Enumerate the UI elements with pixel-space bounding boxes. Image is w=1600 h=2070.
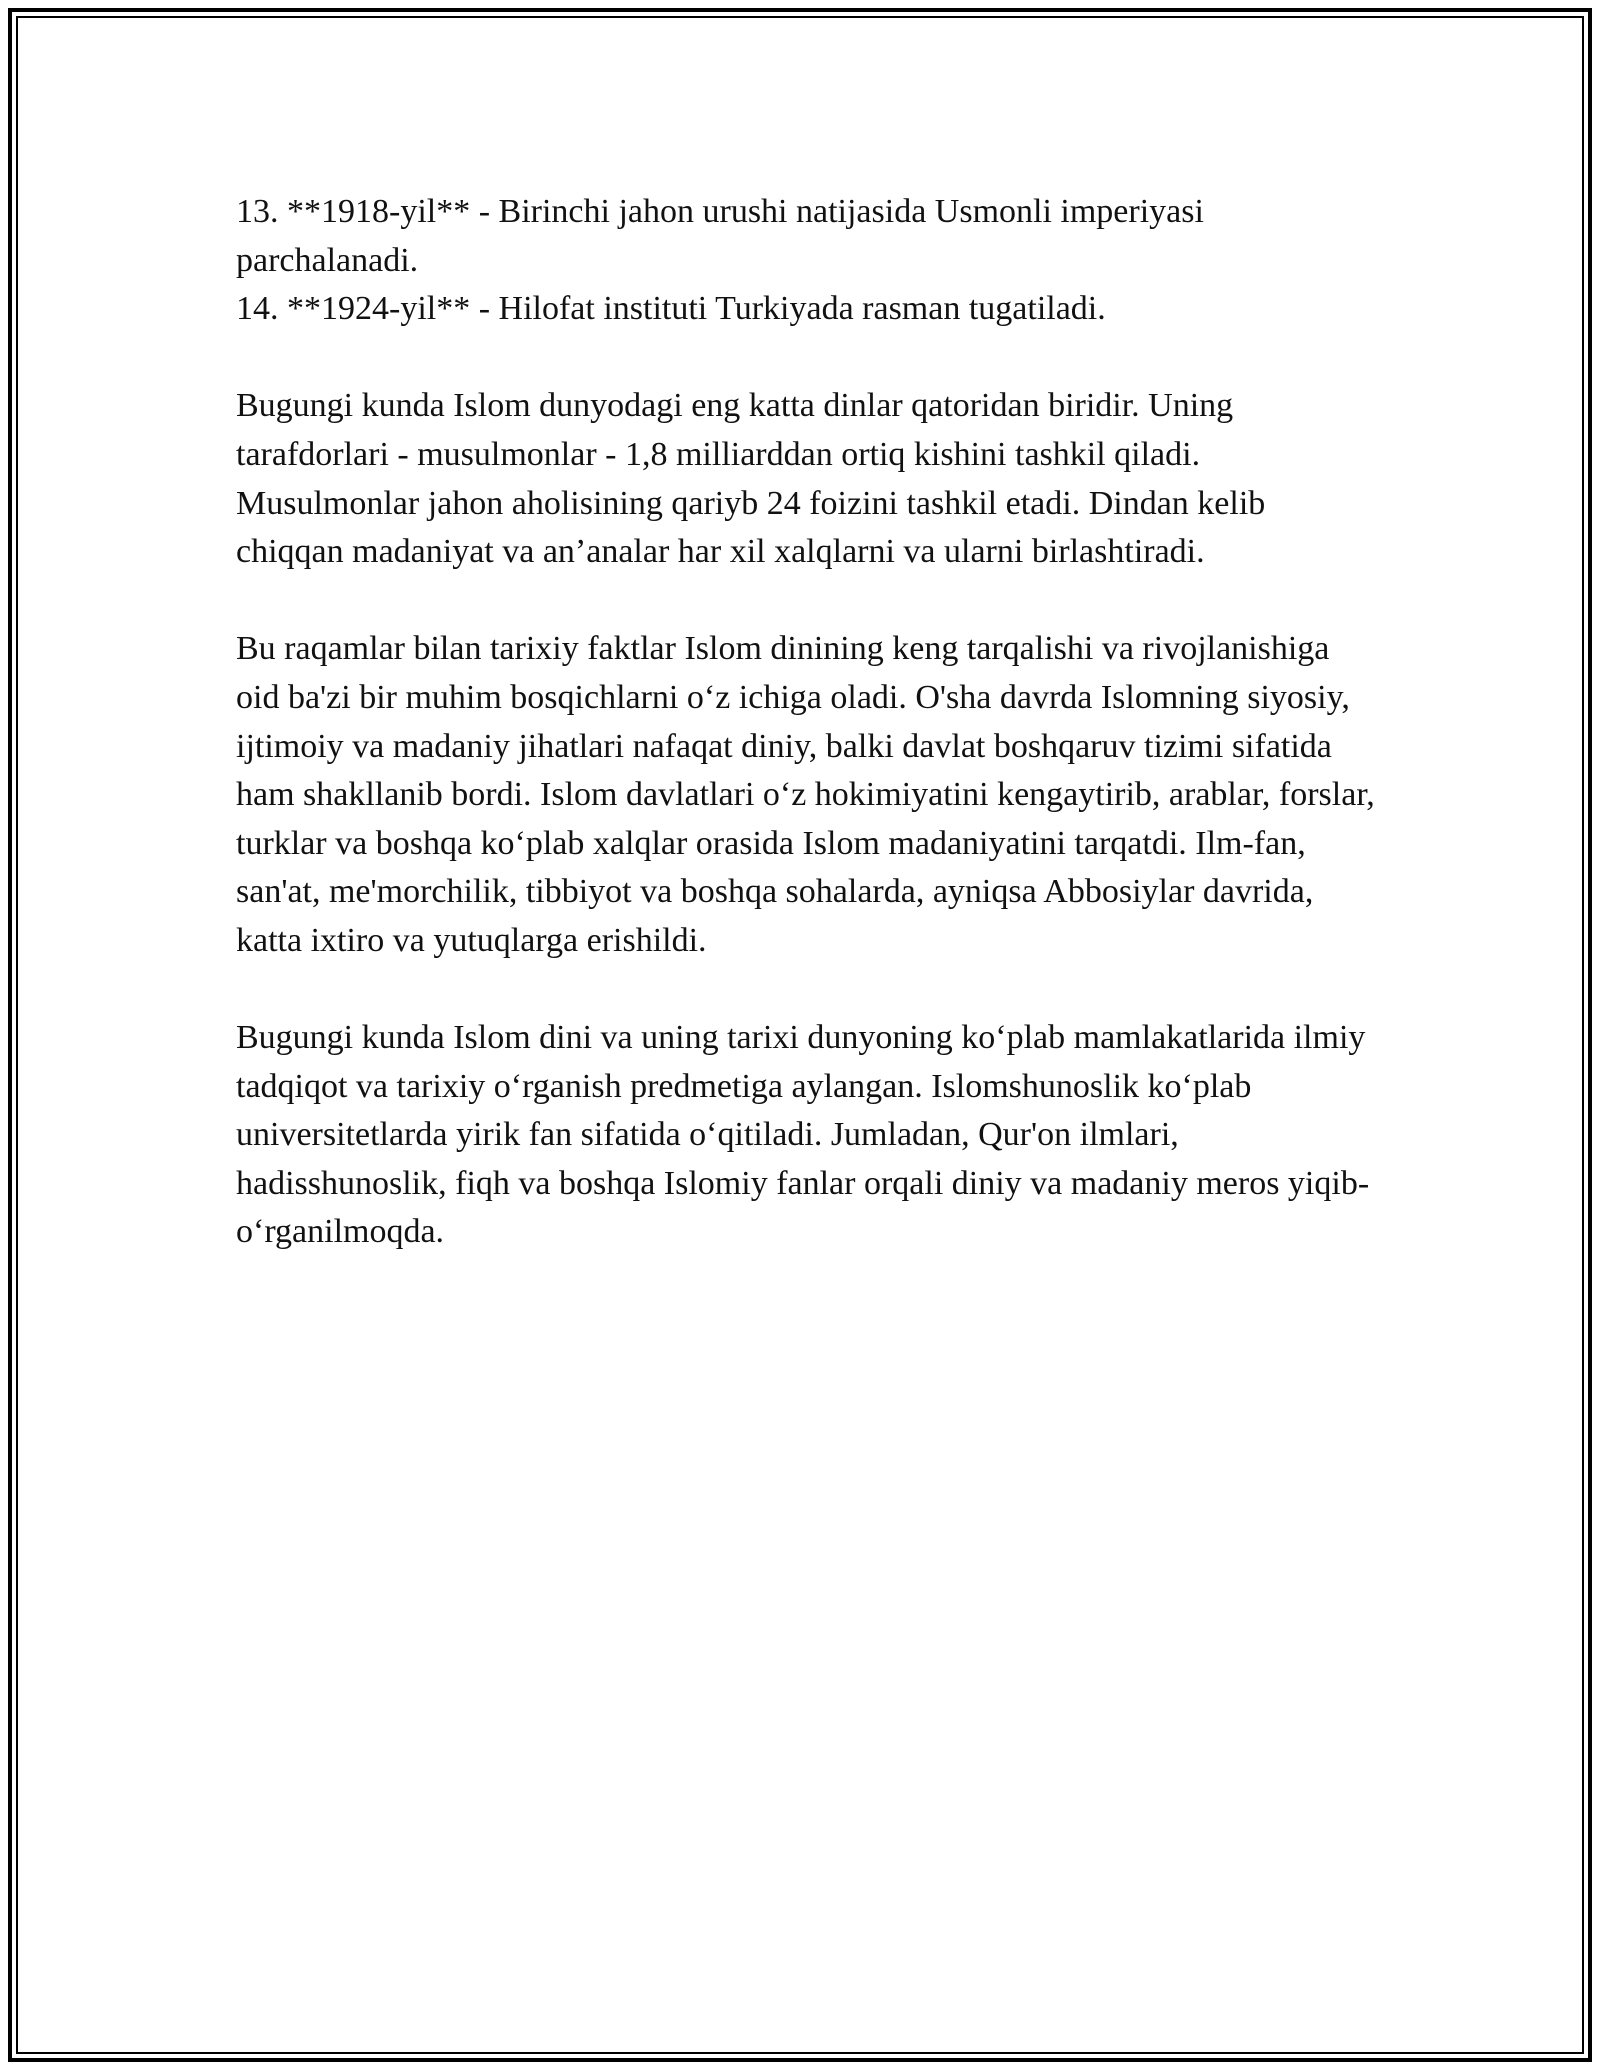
list-item-13: 13. **1918-yil** - Birinchi jahon urushi natijasida Usmonli imperiyasi parchalanadi. (236, 193, 1204, 279)
paragraph-historical-facts: Bu raqamlar bilan tarixiy faktlar Islom dinining keng tarqalishi va rivojlanishiga oid ba'zi bir muhim bosqichlarni o‘z ichiga oladi. O'sha davrda Islomning siyosiy, ijtimoiy va madaniy jihatlari nafaqat diniy, balki davlat boshqaruv tizimi sifatida ham shakllanib bordi. Islom davlatlari o‘z hokimiyatini kengaytirib, arablar, forslar, turklar va boshqa ko‘plab xalqlar orasida Islom madaniyatini tarqatdi. Ilm-fan, san'at, me'morchilik, tibbiyot va boshqa sohalarda, ayniqsa Abbosiylar davrida, katta ixtiro va yutuqlarga erishildi. (236, 630, 1375, 959)
document-body (236, 188, 1376, 1257)
paragraph-islam-today: Bugungi kunda Islom dunyodagi eng katta dinlar qatoridan biridir. Uning tarafdorlari - musulmonlar - 1,8 milliarddan ortiq kishini tashkil qiladi. Musulmonlar jahon aholisining qariyb 24 foizini tashkil etadi. Dindan kelib chiqqan madaniyat va an’analar har xil xalqlarni va ularni birlashtiradi. (236, 387, 1266, 571)
paragraph-islamic-studies: Bugungi kunda Islom dini va uning tarixi dunyoning ko‘plab mamlakatlarida ilmiy tadqiqot va tarixiy o‘rganish predmetiga aylangan. Islomshunoslik ko‘plab universitetlarda yirik fan sifatida o‘qitiladi. Jumladan, Qur'on ilmlari, hadisshunoslik, fiqh va boshqa Islomiy fanlar orqali diniy va madaniy meros yiqib-o‘rganilmoqda. (236, 1019, 1370, 1251)
list-item-14: 14. **1924-yil** - Hilofat instituti Turkiyada rasman tugatiladi. (236, 290, 1106, 328)
